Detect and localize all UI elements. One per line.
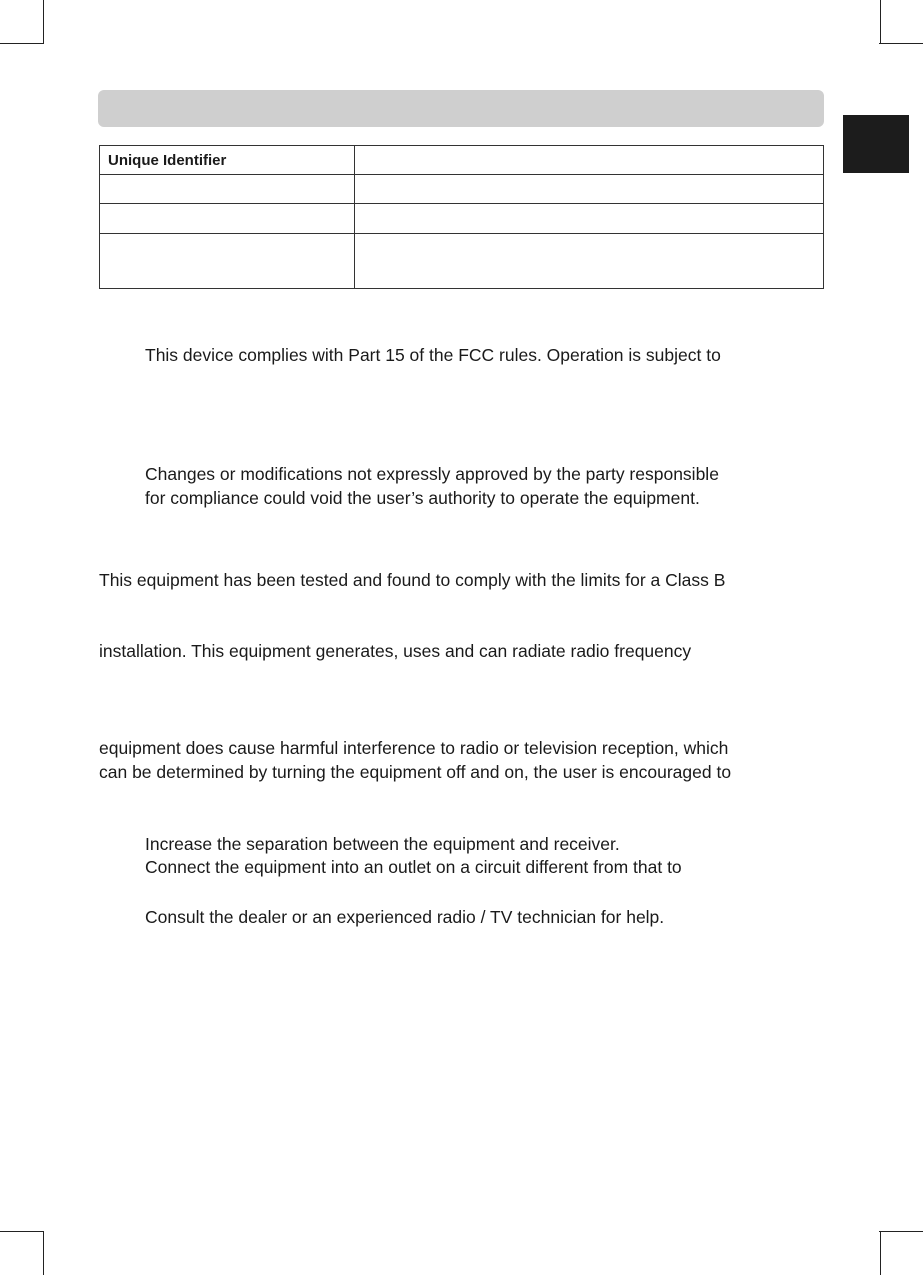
measure-item-outlet: Connect the equipment into an outlet on a circuit different from that to [145,857,682,877]
crop-mark-bottom-right-horizontal [879,1231,923,1232]
class-b-notice-line2: installation. This equipment generates, uses and can radiate radio frequency [99,641,692,661]
table-cell-label [100,204,355,234]
table-cell-value [355,175,824,204]
crop-mark-bottom-left-vertical [43,1231,44,1275]
measure-item-separation: Increase the separation between the equipment and receiver. [145,834,620,854]
table-row [100,204,824,234]
table-cell-label [100,234,355,289]
class-b-notice-line4: can be determined by turning the equipment off and on, the user is encouraged to [99,762,732,782]
identifier-table [99,145,824,289]
table-cell-value [355,234,824,289]
crop-mark-top-right-vertical [880,0,881,44]
language-side-tab [843,115,909,173]
crop-mark-bottom-right-vertical [880,1231,881,1275]
section-header-bar [98,90,824,127]
table-row [100,146,824,175]
fcc-compliance-text: This device complies with Part 15 of the FCC rules. Operation is subject to [145,345,721,365]
measure-item-consult: Consult the dealer or an experienced radio / TV technician for help. [145,907,665,927]
fcc-changes-text-line2: for compliance could void the user’s authority to operate the equipment. [145,488,700,508]
fcc-changes-text-line1: Changes or modifications not expressly approved by the party responsible [145,464,719,484]
class-b-notice-line3: equipment does cause harmful interference to radio or television reception, which [99,738,729,758]
table-row [100,234,824,289]
table-cell-value [355,146,824,175]
table-row [100,175,824,204]
crop-mark-top-left-vertical [43,0,44,44]
table-cell-label: Unique Identifier [100,146,355,175]
table-cell-value [355,204,824,234]
class-b-notice-line1: This equipment has been tested and found to comply with the limits for a Class B [99,570,726,590]
table-cell-label [100,175,355,204]
crop-mark-top-left-horizontal [0,43,44,44]
crop-mark-top-right-horizontal [879,43,923,44]
crop-mark-bottom-left-horizontal [0,1231,44,1232]
